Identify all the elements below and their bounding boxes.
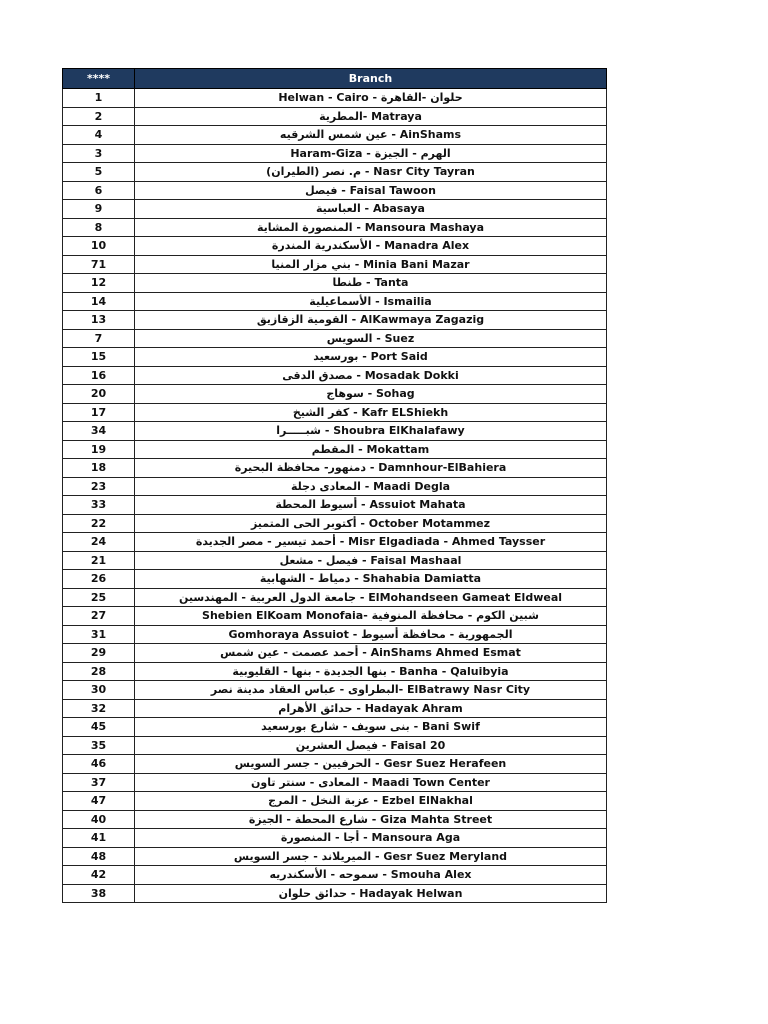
table-row: [63, 662, 607, 681]
table-row: [63, 89, 607, 108]
row-branch: فيصل العشرين - Faisal 20: [135, 736, 607, 755]
row-id: 4: [63, 126, 135, 145]
table-row: [63, 533, 607, 552]
table-row: [63, 163, 607, 182]
row-branch: السويس - Suez: [135, 329, 607, 348]
table-row: [63, 403, 607, 422]
header-branch: Branch: [135, 69, 607, 89]
table-row: [63, 255, 607, 274]
table-row: [63, 570, 607, 589]
table-row: [63, 718, 607, 737]
row-branch: عزبة النخل - المرج - Ezbel ElNakhal: [135, 792, 607, 811]
table-row: [63, 792, 607, 811]
row-branch: الحرفيين - جسر السويس - Gesr Suez Herafeen: [135, 755, 607, 774]
row-id: 18: [63, 459, 135, 478]
table-row: [63, 847, 607, 866]
table-body: [63, 89, 607, 903]
row-branch: القومية الزقازيق - AlKawmaya Zagazig: [135, 311, 607, 330]
row-id: 48: [63, 847, 135, 866]
row-id: 30: [63, 681, 135, 700]
row-id: 2: [63, 107, 135, 126]
row-branch: Helwan - Cairo - حلوان -القاهرة: [135, 89, 607, 108]
table-row: [63, 218, 607, 237]
branch-sheet: [62, 68, 606, 903]
branch-table: [62, 68, 607, 903]
row-id: 71: [63, 255, 135, 274]
row-branch: مصدق الدقى - Mosadak Dokki: [135, 366, 607, 385]
row-branch: فيصل - Faisal Tawoon: [135, 181, 607, 200]
row-id: 33: [63, 496, 135, 515]
table-row: [63, 477, 607, 496]
row-id: 42: [63, 866, 135, 885]
row-id: 5: [63, 163, 135, 182]
table-row: [63, 810, 607, 829]
table-row: [63, 459, 607, 478]
row-branch: المنصورة المشاية - Mansoura Mashaya: [135, 218, 607, 237]
row-id: 8: [63, 218, 135, 237]
table-row: [63, 755, 607, 774]
table-row: [63, 514, 607, 533]
table-row: [63, 625, 607, 644]
row-id: 47: [63, 792, 135, 811]
row-branch: دمنهور- محافظة البحيرة - Damnhour-ElBahiera: [135, 459, 607, 478]
row-branch: Shebien ElKoam Monofaia- شبين الكوم - محافظة المنوفية: [135, 607, 607, 626]
row-id: 14: [63, 292, 135, 311]
row-id: 24: [63, 533, 135, 552]
row-branch: دمياط - الشهابية - Shahabia Damiatta: [135, 570, 607, 589]
row-id: 19: [63, 440, 135, 459]
row-id: 21: [63, 551, 135, 570]
table-row: [63, 385, 607, 404]
row-id: 40: [63, 810, 135, 829]
table-row: [63, 311, 607, 330]
table-row: [63, 107, 607, 126]
row-id: 1: [63, 89, 135, 108]
row-branch: بنى سويف - شارع بورسعيد - Bani Swif: [135, 718, 607, 737]
table-row: [63, 348, 607, 367]
row-branch: جامعة الدول العربية - المهندسين - ElMohandseen Gameat Eldweal: [135, 588, 607, 607]
row-id: 45: [63, 718, 135, 737]
row-id: 25: [63, 588, 135, 607]
row-id: 26: [63, 570, 135, 589]
table-row: [63, 274, 607, 293]
row-branch: حدائق الأهرام - Hadayak Ahram: [135, 699, 607, 718]
row-branch: المعادى - سنتر تاون - Maadi Town Center: [135, 773, 607, 792]
row-id: 46: [63, 755, 135, 774]
row-branch: سوهاج - Sohag: [135, 385, 607, 404]
row-id: 32: [63, 699, 135, 718]
row-id: 22: [63, 514, 135, 533]
table-row: [63, 644, 607, 663]
table-row: [63, 181, 607, 200]
row-branch: سموحه - الأسكندريه - Smouha Alex: [135, 866, 607, 885]
table-row: [63, 126, 607, 145]
table-row: [63, 607, 607, 626]
row-branch: بني مزار المنيا - Minia Bani Mazar: [135, 255, 607, 274]
table-row: [63, 440, 607, 459]
table-row: [63, 551, 607, 570]
row-id: 17: [63, 403, 135, 422]
row-id: 16: [63, 366, 135, 385]
row-id: 35: [63, 736, 135, 755]
row-id: 29: [63, 644, 135, 663]
row-branch: طنطا - Tanta: [135, 274, 607, 293]
row-id: 34: [63, 422, 135, 441]
row-branch: المطرية- Matraya: [135, 107, 607, 126]
row-id: 9: [63, 200, 135, 219]
row-id: 6: [63, 181, 135, 200]
row-branch: فيصل - مشعل - Faisal Mashaal: [135, 551, 607, 570]
row-id: 27: [63, 607, 135, 626]
row-branch: كفر الشيخ - Kafr ELShiekh: [135, 403, 607, 422]
row-branch: بنها الجديدة - بنها - القليوبية - Banha - Qaluibyia: [135, 662, 607, 681]
row-id: 38: [63, 884, 135, 903]
row-branch: Haram-Giza - الهرم - الجيزة: [135, 144, 607, 163]
row-branch: بورسعيد - Port Said: [135, 348, 607, 367]
row-branch: حدائق حلوان - Hadayak Helwan: [135, 884, 607, 903]
table-row: [63, 144, 607, 163]
table-row: [63, 736, 607, 755]
table-row: [63, 496, 607, 515]
row-id: 23: [63, 477, 135, 496]
table-row: [63, 588, 607, 607]
row-branch: شارع المحطة - الجيزة - Giza Mahta Street: [135, 810, 607, 829]
row-id: 15: [63, 348, 135, 367]
table-row: [63, 366, 607, 385]
row-branch: شبـــــرا - Shoubra ElKhalafawy: [135, 422, 607, 441]
row-branch: المعادى دجلة - Maadi Degla: [135, 477, 607, 496]
row-id: 28: [63, 662, 135, 681]
row-branch: أسيوط المحطة - Assuiot Mahata: [135, 496, 607, 515]
row-branch: أحمد عصمت - عين شمس - AinShams Ahmed Esmat: [135, 644, 607, 663]
table-row: [63, 422, 607, 441]
table-row: [63, 237, 607, 256]
table-row: [63, 829, 607, 848]
row-branch: Gomhoraya Assuiot - الجمهورية - محافظة أسيوط: [135, 625, 607, 644]
row-id: 37: [63, 773, 135, 792]
table-row: [63, 292, 607, 311]
row-branch: الأسماعيلية - Ismailia: [135, 292, 607, 311]
row-id: 13: [63, 311, 135, 330]
table-row: [63, 866, 607, 885]
row-id: 7: [63, 329, 135, 348]
table-row: [63, 200, 607, 219]
row-id: 20: [63, 385, 135, 404]
row-branch: أحمد تيسير - مصر الجديدة - Misr Elgadiada - Ahmed Taysser: [135, 533, 607, 552]
row-branch: المقطم - Mokattam: [135, 440, 607, 459]
row-id: 3: [63, 144, 135, 163]
row-id: 31: [63, 625, 135, 644]
row-branch: أجا - المنصورة - Mansoura Aga: [135, 829, 607, 848]
header-row: [63, 69, 607, 89]
row-id: 41: [63, 829, 135, 848]
row-branch: العباسية - Abasaya: [135, 200, 607, 219]
table-row: [63, 884, 607, 903]
row-branch: البطراوى - عباس العقاد مدينة نصر- ElBatrawy Nasr City: [135, 681, 607, 700]
row-id: 12: [63, 274, 135, 293]
row-branch: الميريلاند - جسر السويس - Gesr Suez Meryland: [135, 847, 607, 866]
table-row: [63, 329, 607, 348]
table-row: [63, 699, 607, 718]
header-id: ****: [63, 69, 135, 89]
row-branch: أكتوبر الحى المتميز - October Motammez: [135, 514, 607, 533]
table-row: [63, 681, 607, 700]
table-row: [63, 773, 607, 792]
row-branch: عين شمس الشرقيه - AinShams: [135, 126, 607, 145]
row-branch: الأسكندرية المندرة - Manadra Alex: [135, 237, 607, 256]
row-branch: م. نصر (الطيران) - Nasr City Tayran: [135, 163, 607, 182]
row-id: 10: [63, 237, 135, 256]
